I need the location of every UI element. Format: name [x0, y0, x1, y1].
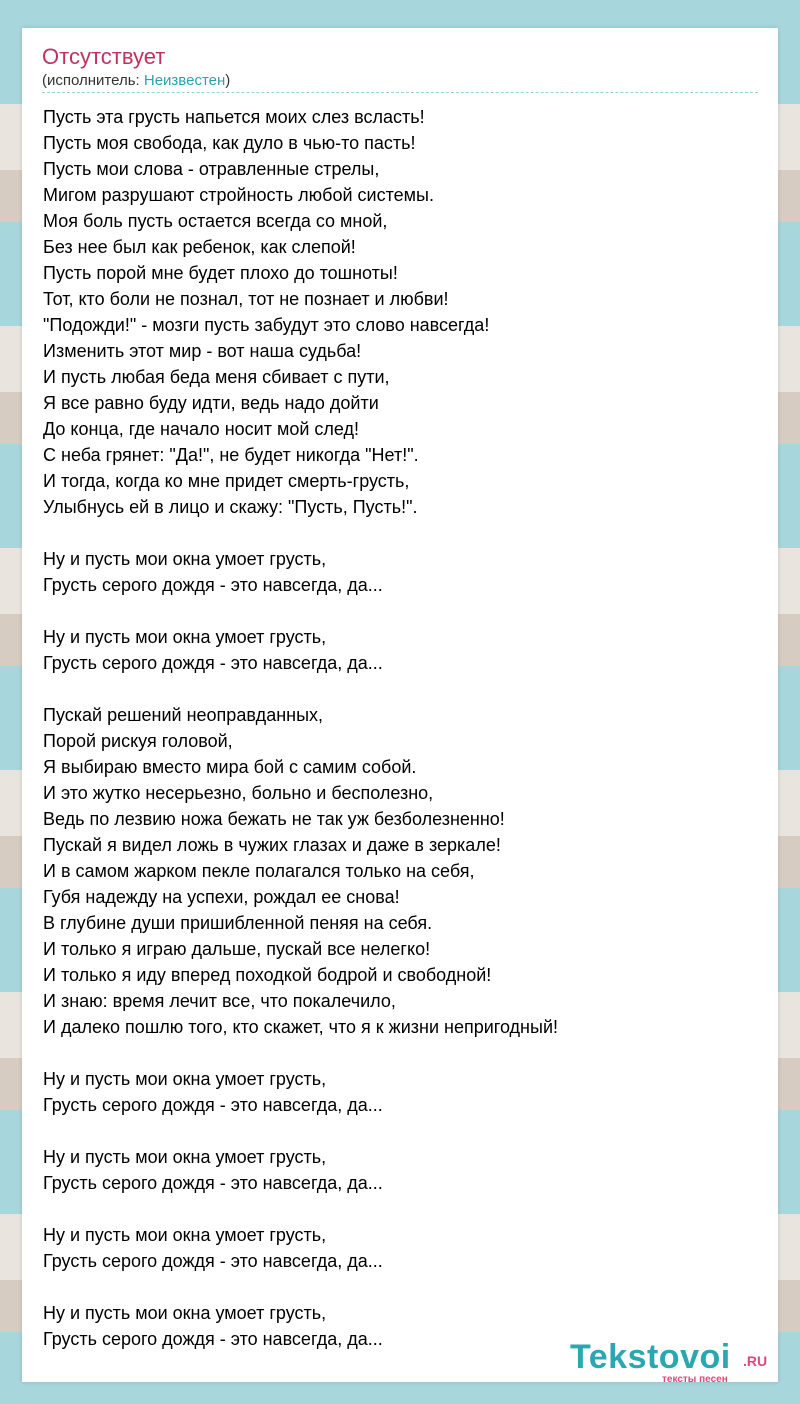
stanza-gap	[43, 598, 763, 624]
lyric-line: И только я иду вперед походкой бодрой и свободной!	[43, 965, 492, 985]
lyric-line: И знаю: время лечит все, что покалечило,	[43, 991, 396, 1011]
lyric-line: Губя надежду на успехи, рождал ее снова!	[43, 887, 400, 907]
chorus-line: Грусть серого дождя - это навсегда, да...	[43, 1251, 383, 1271]
lyric-line: Улыбнусь ей в лицо и скажу: "Пусть, Пусть!".	[43, 497, 418, 517]
stanza-gap	[43, 1040, 763, 1066]
chorus-line: Грусть серого дождя - это навсегда, да...	[43, 1095, 383, 1115]
lyric-line: Пусть порой мне будет плохо до тошноты!	[43, 263, 398, 283]
chorus-line: Ну и пусть мои окна умоет грусть,	[43, 549, 327, 569]
stanza-gap	[43, 1274, 763, 1300]
chorus-line: Грусть серого дождя - это навсегда, да...	[43, 1173, 383, 1193]
lyric-line: И это жутко несерьезно, больно и бесполезно,	[43, 783, 434, 803]
chorus-line: Грусть серого дождя - это навсегда, да...	[43, 653, 383, 673]
lyric-line: До конца, где начало носит мой след!	[43, 419, 360, 439]
lyric-line: Мигом разрушают стройность любой системы.	[43, 185, 434, 205]
stanza-gap	[43, 1196, 763, 1222]
lyric-line: Ведь по лезвию ножа бежать не так уж безболезненно!	[43, 809, 505, 829]
song-title: Отсутствует	[42, 44, 166, 69]
chorus-line: Ну и пусть мои окна умоет грусть,	[43, 627, 327, 647]
lyric-line: Я выбираю вместо мира бой с самим собой.	[43, 757, 417, 777]
chorus-line: Ну и пусть мои окна умоет грусть,	[43, 1303, 327, 1323]
chorus-line: Грусть серого дождя - это навсегда, да...	[43, 1329, 383, 1349]
lyric-line: "Подожди!" - мозги пусть забудут это слово навсегда!	[43, 315, 490, 335]
lyric-line: В глубине души пришибленной пеняя на себя.	[43, 913, 433, 933]
header-divider	[42, 92, 758, 93]
lyric-line: Пускай решений неоправданных,	[43, 705, 324, 725]
site-logo[interactable]	[570, 1338, 776, 1388]
chorus-line: Ну и пусть мои окна умоет грусть,	[43, 1147, 327, 1167]
performer-prefix: (исполнитель:	[42, 72, 144, 89]
performer-name-link[interactable]: Неизвестен	[143, 72, 226, 89]
lyrics-text	[43, 104, 763, 1352]
logo-tagline: тексты песен	[662, 1374, 728, 1385]
performer-line	[42, 72, 230, 89]
chorus-line: Ну и пусть мои окна умоет грусть,	[43, 1069, 327, 1089]
lyric-line: Изменить этот мир - вот наша судьба!	[43, 341, 362, 361]
logo-tld: .RU	[743, 1353, 768, 1369]
lyric-line: Пускай я видел ложь в чужих глазах и даже в зеркале!	[43, 835, 501, 855]
lyric-line: Пусть мои слова - отравленные стрелы,	[43, 159, 380, 179]
lyric-line: Пусть эта грусть напьется моих слез всласть!	[43, 107, 425, 127]
lyric-line: Пусть моя свобода, как дуло в чью-то пасть!	[43, 133, 416, 153]
lyric-line: И пусть любая беда меня сбивает с пути,	[43, 367, 390, 387]
lyric-line: Без нее был как ребенок, как слепой!	[43, 237, 356, 257]
lyric-line: Тот, кто боли не познал, тот не познает и любви!	[43, 289, 449, 309]
lyric-line: Порой рискуя головой,	[43, 731, 233, 751]
performer-suffix: )	[225, 72, 231, 89]
lyric-line: С неба грянет: "Да!", не будет никогда "Нет!".	[43, 445, 419, 465]
lyric-line: И далеко пошлю того, кто скажет, что я к жизни непригодный!	[43, 1017, 558, 1037]
lyric-line: Я все равно буду идти, ведь надо дойти	[43, 393, 379, 413]
logo-name: Tekstovoi	[570, 1338, 731, 1376]
stanza-gap	[43, 676, 763, 702]
stanza-gap	[43, 520, 763, 546]
stanza-gap	[43, 1118, 763, 1144]
lyric-line: И в самом жарком пекле полагался только на себя,	[43, 861, 475, 881]
chorus-line: Ну и пусть мои окна умоет грусть,	[43, 1225, 327, 1245]
chorus-line: Грусть серого дождя - это навсегда, да...	[43, 575, 383, 595]
lyric-line: И только я играю дальше, пускай все нелегко!	[43, 939, 431, 959]
lyric-line: Моя боль пусть остается всегда со мной,	[43, 211, 388, 231]
lyric-line: И тогда, когда ко мне придет смерть-грусть,	[43, 471, 410, 491]
